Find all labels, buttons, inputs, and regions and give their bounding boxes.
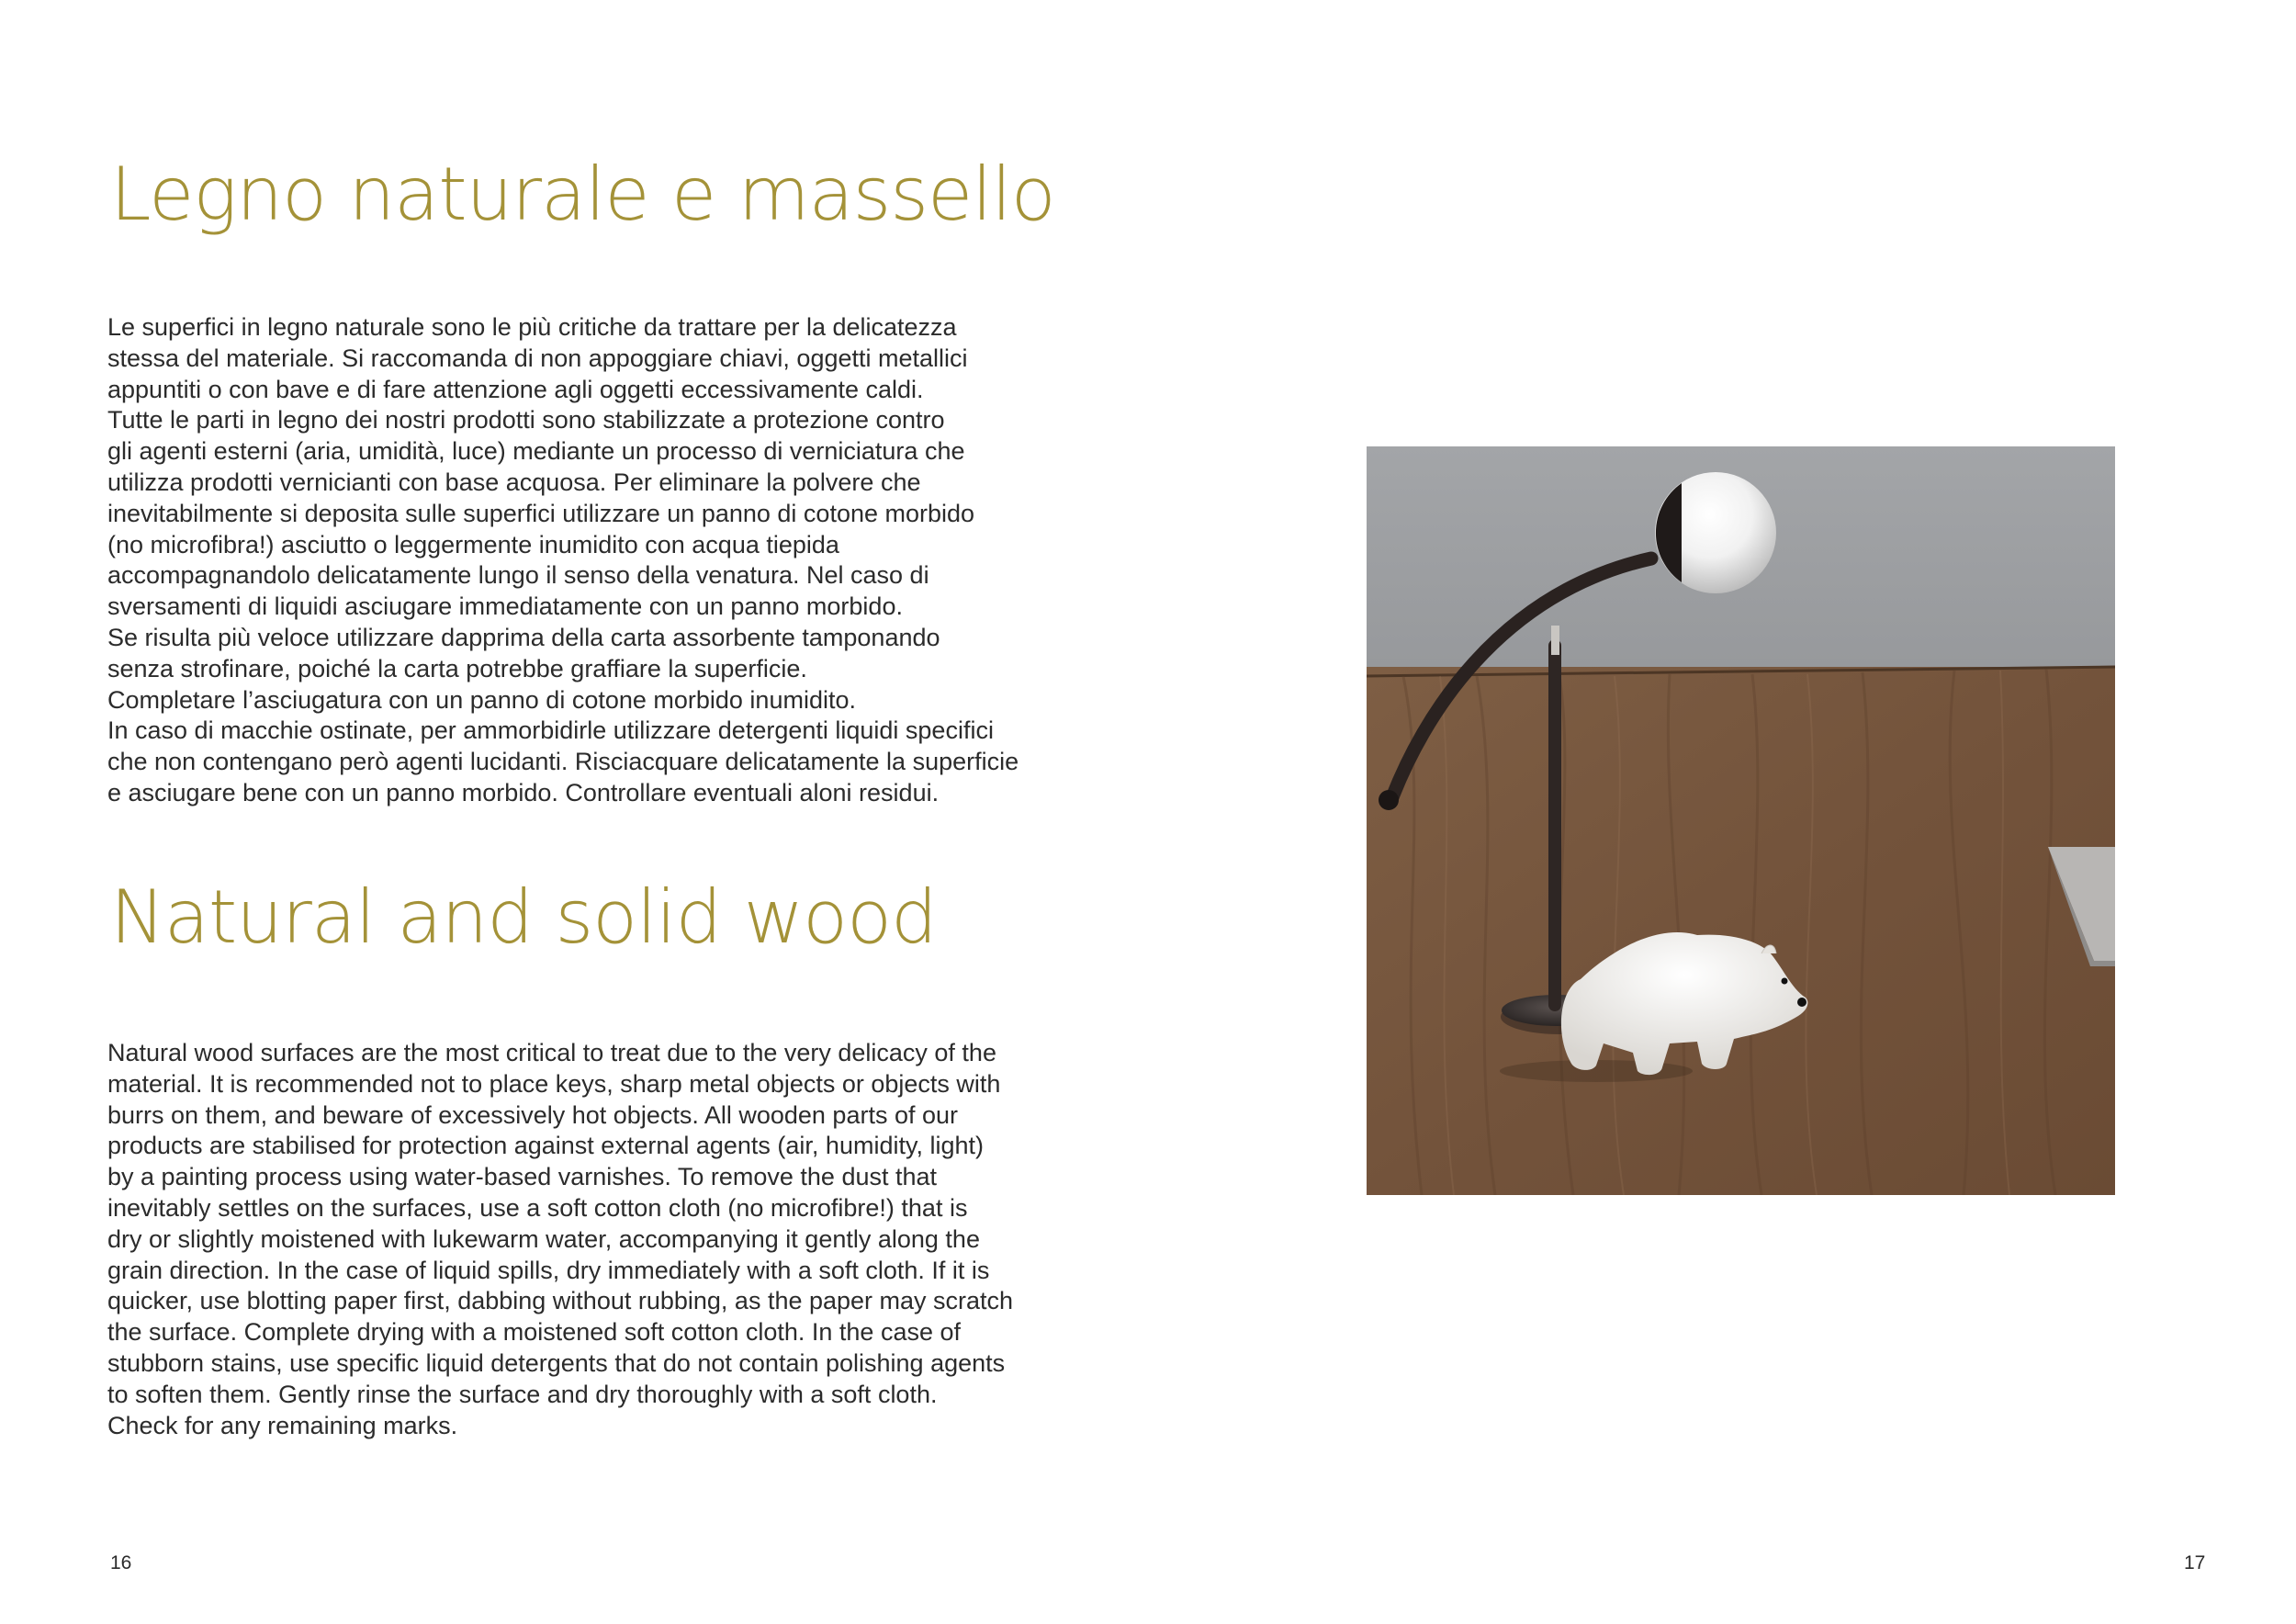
english-line: to soften them. Gently rinse the surface and dry thoroughly with a soft cloth.	[107, 1380, 938, 1408]
english-line: quicker, use blotting paper first, dabbing without rubbing, as the paper may scratch	[107, 1287, 1014, 1315]
italian-line: Le superfici in legno naturale sono le più critiche da trattare per la delicatezza	[107, 313, 957, 341]
english-line: by a painting process using water-based varnishes. To remove the dust that	[107, 1163, 938, 1191]
italian-line: sversamenti di liquidi asciugare immediatamente con un panno morbido.	[107, 592, 903, 621]
italian-line: inevitabilmente si deposita sulle superfici utilizzare un panno di cotone morbido	[107, 499, 975, 527]
italian-line: gli agenti esterni (aria, umidità, luce) mediante un processo di verniciatura che	[107, 437, 965, 466]
italian-line: Completare l’asciugatura con un panno di cotone morbido inumidito.	[107, 685, 856, 714]
italian-line: senza strofinare, poiché la carta potrebbe graffiare la superficie.	[107, 654, 807, 682]
page-number-right: 17	[2184, 1552, 2206, 1573]
english-line: products are stabilised for protection against external agents (air, humidity, light)	[107, 1132, 984, 1160]
italian-line: In caso di macchie ostinate, per ammorbidirle utilizzare detergenti liquidi specifici	[107, 716, 994, 745]
italian-line: utilizza prodotti vernicianti con base acquosa. Per eliminare la polvere che	[107, 468, 921, 496]
english-heading: Natural and solid wood	[110, 874, 937, 960]
italian-line: e asciugare bene con un panno morbido. Controllare eventuali aloni residui.	[107, 778, 940, 806]
italian-line: appuntiti o con bave e di fare attenzione agli oggetti eccessivamente caldi.	[107, 375, 924, 403]
italian-line: stessa del materiale. Si raccomanda di non appoggiare chiavi, oggetti metallici	[107, 344, 968, 372]
english-line: the surface. Complete drying with a moistened soft cotton cloth. In the case of	[107, 1318, 961, 1347]
page-number-left: 16	[110, 1552, 132, 1573]
english-line: stubborn stains, use specific liquid detergents that do not contain polishing agents	[107, 1348, 1006, 1377]
english-line: Check for any remaining marks.	[107, 1411, 458, 1439]
english-line: grain direction. In the case of liquid spills, dry immediately with a soft cloth. If it is	[107, 1256, 990, 1284]
italian-heading: Legno naturale e massello	[110, 152, 1055, 237]
italian-line: che non contengano però agenti lucidanti. Risciacquare delicatamente la superficie	[107, 748, 1019, 776]
english-line: burrs on them, and beware of excessively hot objects. All wooden parts of our	[107, 1100, 959, 1129]
italian-line: Se risulta più veloce utilizzare dapprima della carta assorbente tamponando	[107, 623, 940, 651]
english-line: inevitably settles on the surfaces, use a soft cotton cloth (no microfibre!) that is	[107, 1193, 968, 1222]
english-body-text	[107, 1038, 1013, 1441]
italian-line: accompagnandolo delicatamente lungo il senso della venatura. Nel caso di	[107, 561, 929, 590]
english-line: material. It is recommended not to place keys, sharp metal objects or objects with	[107, 1069, 1001, 1098]
english-line: dry or slightly moistened with lukewarm water, accompanying it gently along the	[107, 1224, 980, 1253]
english-line: Natural wood surfaces are the most critical to treat due to the very delicacy of the	[107, 1039, 996, 1066]
product-photo	[1367, 446, 2115, 1195]
italian-line: Tutte le parti in legno dei nostri prodotti sono stabilizzate a protezione contro	[107, 406, 945, 434]
italian-body-text	[107, 312, 1019, 809]
italian-line: (no microfibra!) asciutto o leggermente inumidito con acqua tiepida	[107, 530, 839, 558]
